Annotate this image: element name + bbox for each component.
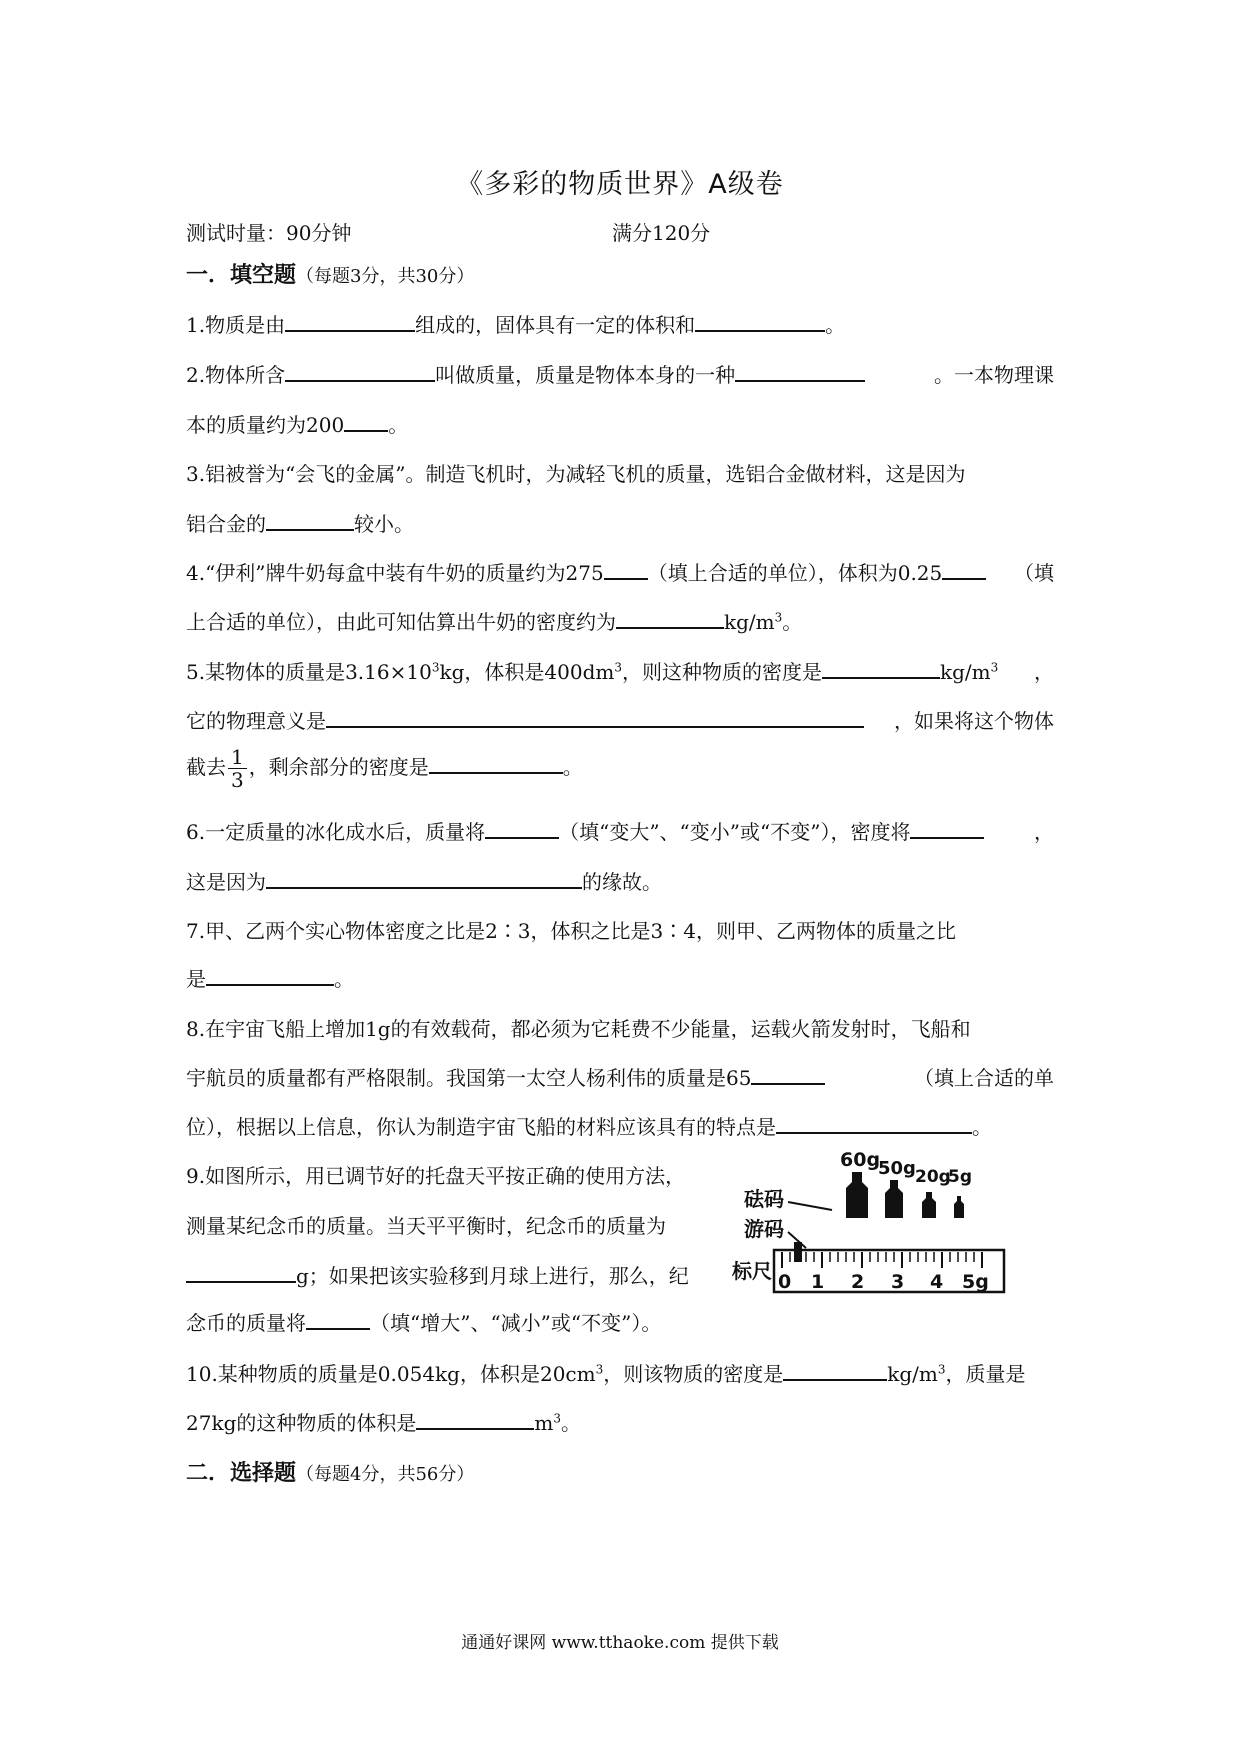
- q4-text-c: （填: [1014, 561, 1054, 585]
- scale-number: 3: [891, 1271, 905, 1293]
- q4-text-f: 。: [782, 610, 803, 634]
- q5-exponent-b: 3: [614, 660, 622, 675]
- q1-text-a: 1.物质是由: [186, 313, 286, 337]
- question-6-line-1: [186, 816, 1054, 845]
- answer-blank[interactable]: [285, 310, 415, 332]
- section-note: （每题3分，共30分）: [296, 266, 475, 287]
- section-title: 二．选择题: [186, 1461, 297, 1486]
- q1-text-c: 。: [825, 313, 846, 337]
- q5-text-h: 截去: [186, 755, 226, 779]
- question-5-line-3: [186, 746, 583, 791]
- question-9-line-2: 测量某纪念币的质量。当天平平衡时，纪念币的质量为: [186, 1214, 666, 1238]
- scale-ticks: [782, 1252, 982, 1268]
- question-10-line-2: [186, 1407, 581, 1436]
- weight-label: 60g: [840, 1149, 881, 1171]
- footer-source: 通通好课网 www.tthaoke.com 提供下载: [461, 1633, 779, 1653]
- answer-blank[interactable]: [910, 817, 984, 839]
- scale-number: 0: [778, 1271, 792, 1293]
- answer-blank[interactable]: [186, 1261, 296, 1283]
- q3-text-a: 铝合金的: [186, 512, 266, 536]
- q10-text-b: ，则该物质的密度是: [603, 1362, 784, 1386]
- q8-text-c: 位），根据以上信息，你认为制造宇宙飞船的材料应该具有的特点是: [186, 1115, 776, 1139]
- q2-text-b: 叫做质量，质量是物体本身的一种: [435, 363, 736, 387]
- full-score: 满分120分: [612, 221, 711, 245]
- scale-number: 2: [851, 1271, 865, 1293]
- test-duration: 测试时量：90分钟: [186, 221, 352, 245]
- q10-unit: kg/m: [887, 1362, 938, 1386]
- question-1: [186, 309, 845, 338]
- q4-text-a: 4.“伊利”牌牛奶每盒中装有牛奶的质量约为275: [186, 561, 604, 585]
- q5-text-g: ，如果将这个物体: [894, 709, 1054, 733]
- answer-blank[interactable]: [604, 558, 648, 580]
- section-title: 一．填空题: [186, 263, 297, 288]
- label-scale: 标尺: [732, 1259, 772, 1283]
- question-3-line-2: [186, 508, 414, 537]
- rider-icon: [794, 1242, 802, 1262]
- q1-text-b: 组成的，固体具有一定的体积和: [415, 313, 696, 337]
- question-4-line-1: [186, 557, 1054, 586]
- question-4-line-2: [186, 606, 802, 635]
- q5-unit: kg/m: [939, 660, 991, 684]
- question-8-line-2: [186, 1062, 1054, 1091]
- q8-text-b: （填上合适的单: [914, 1066, 1054, 1090]
- q2-text-d: 本的质量约为200: [186, 413, 345, 437]
- weight-label: 5g: [948, 1167, 972, 1187]
- weight-50g-icon: [885, 1180, 903, 1218]
- answer-blank[interactable]: [326, 706, 864, 728]
- question-9-line-4: [186, 1307, 661, 1336]
- question-5-line-1: [186, 656, 1054, 685]
- weight-label: 50g: [878, 1158, 916, 1179]
- q5-text-i: ，剩余部分的密度是: [248, 755, 429, 779]
- weight-label: 20g: [915, 1167, 951, 1187]
- question-2-line-1: [186, 359, 1054, 388]
- q5-text-c: ，则这种物质的密度是: [621, 660, 822, 684]
- q10-text-a: 10.某种物质的质量是0.054kg，体积是20cm: [186, 1362, 596, 1386]
- fraction-denominator: 3: [231, 768, 244, 792]
- q10-exponent-a: 3: [595, 1362, 604, 1377]
- answer-blank[interactable]: [429, 752, 563, 774]
- question-8-line-1: 8.在宇宙飞船上增加1g的有效载荷，都必须为它耗费不少能量，运载火箭发射时，飞船和: [186, 1017, 971, 1041]
- answer-blank[interactable]: [266, 867, 582, 889]
- answer-blank[interactable]: [783, 1359, 887, 1381]
- q2-text-e: 。: [388, 413, 409, 437]
- q10-unit: m: [534, 1411, 554, 1435]
- answer-blank[interactable]: [266, 509, 354, 531]
- q6-text-d: 这是因为: [186, 870, 266, 894]
- q10-text-e: 27kg的这种物质的体积是: [186, 1411, 417, 1435]
- q4-unit-exponent: 3: [774, 610, 783, 625]
- q5-text-j: 。: [562, 755, 583, 779]
- q3-text-b: 较小。: [354, 512, 414, 536]
- q8-text-d: 。: [972, 1115, 992, 1139]
- question-2-line-2: [186, 409, 408, 438]
- section-fill-in: [186, 258, 474, 289]
- answer-blank[interactable]: [206, 964, 334, 986]
- q4-unit: kg/m: [724, 610, 775, 634]
- answer-blank[interactable]: [306, 1308, 370, 1330]
- q10-unit-exponent: 3: [553, 1411, 561, 1426]
- answer-blank[interactable]: [776, 1112, 972, 1134]
- q7-text-b: 是: [186, 967, 206, 991]
- q6-text-c: ，: [1034, 820, 1054, 844]
- q5-text-e: ，: [1034, 660, 1054, 684]
- q10-text-g: 。: [560, 1411, 581, 1435]
- answer-blank[interactable]: [942, 558, 986, 580]
- q6-text-b: （填“变大”、“变小”或“不变”），密度将: [559, 820, 911, 844]
- label-rider: 游码: [744, 1217, 784, 1241]
- exam-title: 《多彩的物质世界》A级卷: [456, 169, 784, 200]
- answer-blank[interactable]: [285, 360, 435, 382]
- answer-blank[interactable]: [416, 1408, 534, 1430]
- balance-figure: [732, 1148, 1014, 1298]
- label-weights: 砝码: [744, 1187, 784, 1211]
- question-5-line-2: [186, 705, 1054, 734]
- question-9-line-3: [186, 1260, 689, 1289]
- q5-text-b: kg，体积是400dm: [439, 660, 615, 684]
- q10-unit-exponent: 3: [937, 1362, 946, 1377]
- q2-text-c: 。一本物理课: [934, 363, 1054, 387]
- answer-blank[interactable]: [735, 360, 865, 382]
- q9-text-b: 念币的质量将: [186, 1311, 306, 1335]
- q6-text-e: 的缘故。: [582, 870, 662, 894]
- weight-5g-icon: [954, 1196, 964, 1218]
- fraction-numerator: 1: [228, 746, 247, 769]
- q4-text-b: （填上合适的单位），体积为0.25: [647, 561, 943, 585]
- q9-text-a: g；如果把该实验移到月球上进行，那么，纪: [296, 1264, 689, 1288]
- weight-20g-icon: [922, 1192, 936, 1218]
- question-9-line-1: 9.如图所示，用已调节好的托盘天平按正确的使用方法，: [186, 1164, 686, 1188]
- q5-exponent-a: 3: [431, 660, 440, 675]
- question-6-line-2: [186, 866, 662, 895]
- weight-60g-icon: [846, 1172, 868, 1218]
- scale-number: 4: [930, 1271, 944, 1293]
- answer-blank[interactable]: [344, 410, 388, 432]
- question-8-line-3: [186, 1111, 992, 1140]
- section-multiple-choice: [186, 1456, 474, 1487]
- q5-unit-exponent: 3: [990, 660, 999, 675]
- answer-blank[interactable]: [751, 1063, 825, 1085]
- q9-text-c: （填“增大”、“减小”或“不变”）。: [370, 1311, 662, 1335]
- section-note: （每题4分，共56分）: [296, 1464, 475, 1485]
- fraction-one-third: [228, 746, 247, 791]
- answer-blank[interactable]: [822, 657, 940, 679]
- scale-number: 5g: [962, 1271, 989, 1293]
- question-3-line-1: 3.铝被誉为“会飞的金属”。制造飞机时，为减轻飞机的质量，选铝合金做材料，这是因为: [186, 462, 966, 486]
- answer-blank[interactable]: [485, 817, 559, 839]
- q5-text-a: 5.某物体的质量是3.16×10: [186, 660, 432, 684]
- q2-text-a: 2.物体所含: [186, 363, 286, 387]
- q5-text-f: 它的物理意义是: [186, 709, 326, 733]
- answer-blank[interactable]: [695, 310, 825, 332]
- q6-text-a: 6.一定质量的冰化成水后，质量将: [186, 820, 486, 844]
- q8-text-a: 宇航员的质量都有严格限制。我国第一太空人杨利伟的质量是65: [186, 1066, 752, 1090]
- question-7-line-2: [186, 963, 354, 992]
- scale-numbers: [778, 1271, 989, 1293]
- q10-text-d: ，质量是: [945, 1362, 1026, 1386]
- question-7-line-1: 7.甲、乙两个实心物体密度之比是2∶3，体积之比是3∶4，则甲、乙两物体的质量之比: [186, 919, 956, 943]
- scale-number: 1: [811, 1271, 825, 1293]
- answer-blank[interactable]: [616, 607, 724, 629]
- q4-text-d: 上合适的单位），由此可知估算出牛奶的密度约为: [186, 610, 616, 634]
- q7-text-c: 。: [334, 967, 354, 991]
- question-10-line-1: [186, 1358, 1054, 1387]
